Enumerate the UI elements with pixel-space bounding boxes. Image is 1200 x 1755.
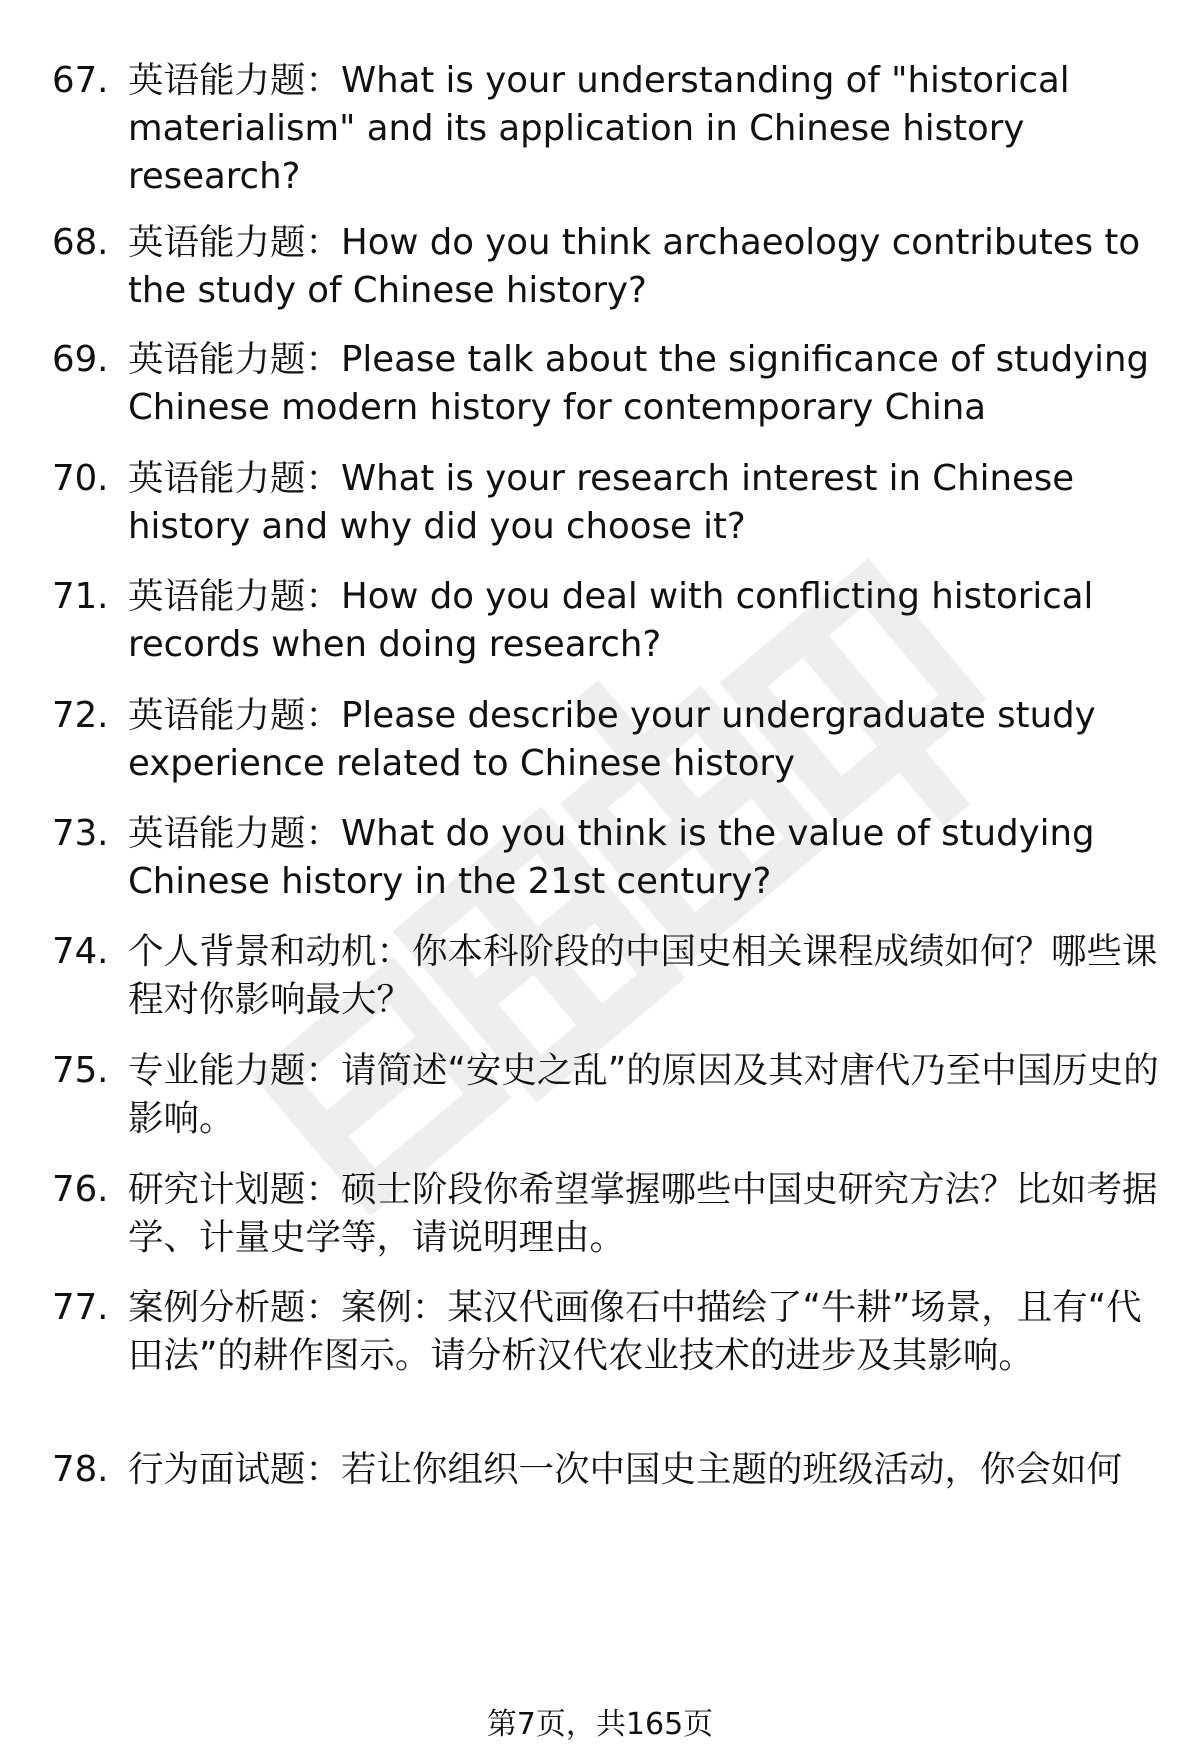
- question-item-76: [52, 1166, 1162, 1262]
- question-item-74: [52, 928, 1162, 1024]
- question-text: 英语能力题：What is your understanding of "historical materialism" and its application in Chinese history research?: [128, 60, 1070, 197]
- question-number: 75.: [52, 1050, 109, 1091]
- question-text: 案例分析题：案例：某汉代画像石中描绘了“牛耕”场景，且有“代田法”的耕作图示。请分析汉代农业技术的进步及其影响。: [128, 1287, 1142, 1376]
- question-text: 英语能力题：Please describe your undergraduate study experience related to Chinese history: [128, 695, 1096, 784]
- question-number: 78.: [52, 1449, 109, 1490]
- question-number: 71.: [52, 576, 109, 617]
- question-number: 69.: [52, 339, 109, 380]
- question-item-67: [52, 57, 1162, 201]
- question-number: 76.: [52, 1169, 109, 1210]
- question-item-70: [52, 455, 1162, 551]
- question-number: 72.: [52, 695, 109, 736]
- question-text: 英语能力题：How do you think archaeology contributes to the study of Chinese history?: [128, 222, 1141, 311]
- question-item-69: [52, 336, 1162, 432]
- question-item-78: [52, 1446, 1162, 1494]
- question-number: 67.: [52, 60, 109, 101]
- question-number: 68.: [52, 222, 109, 263]
- question-text: 行为面试题：若让你组织一次中国史主题的班级活动，你会如何: [128, 1449, 1123, 1490]
- question-item-68: [52, 219, 1162, 315]
- question-number: 77.: [52, 1287, 109, 1328]
- question-number: 73.: [52, 813, 109, 854]
- question-number: 70.: [52, 458, 109, 499]
- question-number: 74.: [52, 931, 109, 972]
- question-item-71: [52, 573, 1162, 669]
- question-item-75: [52, 1047, 1162, 1143]
- question-text: 英语能力题：What is your research interest in Chinese history and why did you choose it?: [128, 458, 1075, 547]
- question-text: 英语能力题：How do you deal with conflicting historical records when doing research?: [128, 576, 1094, 665]
- question-item-72: [52, 692, 1162, 788]
- question-text: 英语能力题：What do you think is the value of studying Chinese history in the 21st century?: [128, 813, 1095, 902]
- page-footer: 第7页，共165页: [486, 1707, 714, 1742]
- question-text: 个人背景和动机：你本科阶段的中国史相关课程成绩如何？哪些课程对你影响最大？: [128, 931, 1158, 1020]
- question-item-77: [52, 1284, 1162, 1380]
- question-item-73: [52, 810, 1162, 906]
- question-text: 专业能力题：请简述“安史之乱”的原因及其对唐代乃至中国历史的影响。: [128, 1050, 1159, 1139]
- question-text: 研究计划题：硕士阶段你希望掌握哪些中国史研究方法？比如考据学、计量史学等，请说明理由。: [128, 1169, 1158, 1258]
- question-text: 英语能力题：Please talk about the significance of studying Chinese modern history for contemporary China: [128, 339, 1150, 428]
